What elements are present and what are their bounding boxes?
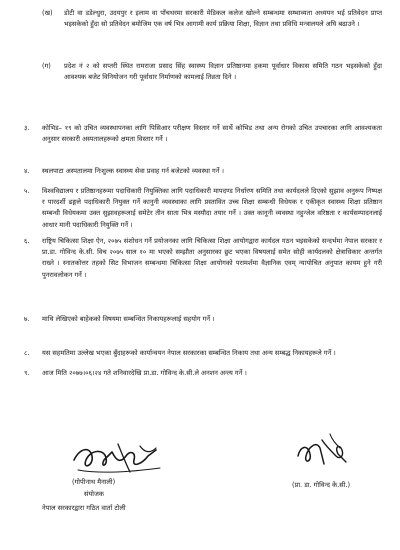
item-text-3: कोभिड– १९ को उचित व्यवस्थापनका लागि पिसिआर परीक्षण विस्तार गर्ने सार्थे कोभिड तथा अन्य रोगको उचित उपचारका लागि आवश्यकता अनुसार सरकारी अस्पतालहरूको क्षमता विस्तार गर्ने । [42,124,382,144]
item-number-3: ३. [24,124,30,132]
item-text-7: माथि लेखिएको बाहेकको विषयमा सम्बन्धित निकायहरूलाई सहयोग गर्ने । [42,315,215,323]
item-text-9: आज मिति २०७७।०६।२४ गते शनिवारदेखि प्रा.डा. गोविन्द के.सी.ले अनशन अन्त्य गर्ने । [42,369,247,377]
sub-item-marker-ga: (ग) [42,62,51,70]
right-signatory-name: (प्रा. डा. गोविन्द के.सी.) [292,481,351,489]
right-signature-mark [286,426,366,482]
item-text-6: राष्ट्रिय चिकित्सा शिक्षा ऐन, २०७५ संशोधन गर्ने प्रयोजनका लागि चिकित्सा शिक्षा आयोगद्वारा कार्यदल गठन भइसकेको सन्दर्भमा नेपाल सरकार र प्रा.डा. गोविन्द के.सी. विच २०७५ साल १० मा भएको सम्झौता अनुसारका छुट भएका विषयलाई समेत सोही कार्यदलको क्षेत्राधिकार अन्तर्गत राख्ने । स्नातकोत्तर तहको सिट विभाजन सम्बन्धमा चिकित्सा शिक्षा आयोगको परामर्शमा वैज्ञानिक एवम् न्यायोचित अनुपात कायम हुने गरी पुनरावलोकन गर्ने । [42,237,382,279]
left-signatory-organization: नेपाल सरकारद्वारा गठित वार्ता टोली [42,504,126,512]
item-text-5: विश्वविद्यालय र प्रतिष्ठानहरूमा पदाधिकारी नियुक्तिका लागि पदाधिकारी मापदण्ड निर्धारण समिति तथा कार्यदलले दिएको सुझाव अनुरूप निष्पक्ष र पारदर्शी ढङ्गले पदाधिकारी नियुक्त गर्ने कानुनी व्यवस्थाका लागि प्रस्तावित उच्च शिक्षा सम्बन्धी विधेयक र एकीकृत स्वास्थ्य शिक्षा प्रतिष्ठान सम्बन्धी विधेयकमा उक्त सुझावहरूलाई समेटेर तीन साता भित्र मस्यौदा तयार गर्ने । उक्त कानूनी व्यवस्था नहुन्जेल वरिष्ठता र कार्यसम्पादनलाई आधार मानी पदाधिकारी नियुक्ति गर्ने । [42,187,382,229]
item-number-9: ९. [24,369,30,377]
item-number-7: ७. [24,315,30,323]
sub-item-ga-text: प्रदेश नं २ को सप्तरी स्थित रामराजा प्रसाद सिंह स्वास्थ्य विज्ञान प्रतिष्ठानमा हकमा पूर्वाधार विकास समिति गठन भइसकेको हुँदा आवश्यक बजेट विनियोजन गरी पूर्वाधार निर्माणको कामलाई तिव्रता दिने । [64,62,382,82]
item-number-6: ६. [24,237,30,245]
item-text-8: यस सहमतिमा उल्लेख भएका बुँदाहरूको कार्यान्वयन नेपाल सरकारका सम्बन्धित निकाय तथा अन्य सम्बद्ध निकायहरूले गर्ने । [42,349,336,357]
item-number-4: ४. [24,167,30,175]
left-signatory-name: (गोपीनाथ मैनाली) [72,478,116,486]
item-number-8: ८. [24,349,30,357]
sub-item-kha-text: डोटी वा डडेल्धुरा, उदयपुर र इलाम वा पाँचथरमा सरकारी मेडिकल कलेज खोल्ने सम्बन्धमा सम्भाव्यता अध्ययन भई प्रतिवेदन प्राप्त भइसकेको हुँदा सो प्रतिवेदन बमोजिम एक वर्ष भित्र आगामी कार्य प्रक्रिया शिक्षा, विज्ञान तथा प्रविधि मन्त्रालयले अघि बढाउने । [64,9,382,29]
sub-item-marker-kha: (ख) [42,9,53,17]
item-text-4: स्थलपाटा अस्पतालमा निःशुल्क स्वास्थ्य सेवा प्रवाह गर्न बजेटको व्यवस्था गर्ने । [42,167,225,175]
item-number-5: ५. [24,187,30,195]
left-signatory-role: संयोजक [84,490,104,498]
